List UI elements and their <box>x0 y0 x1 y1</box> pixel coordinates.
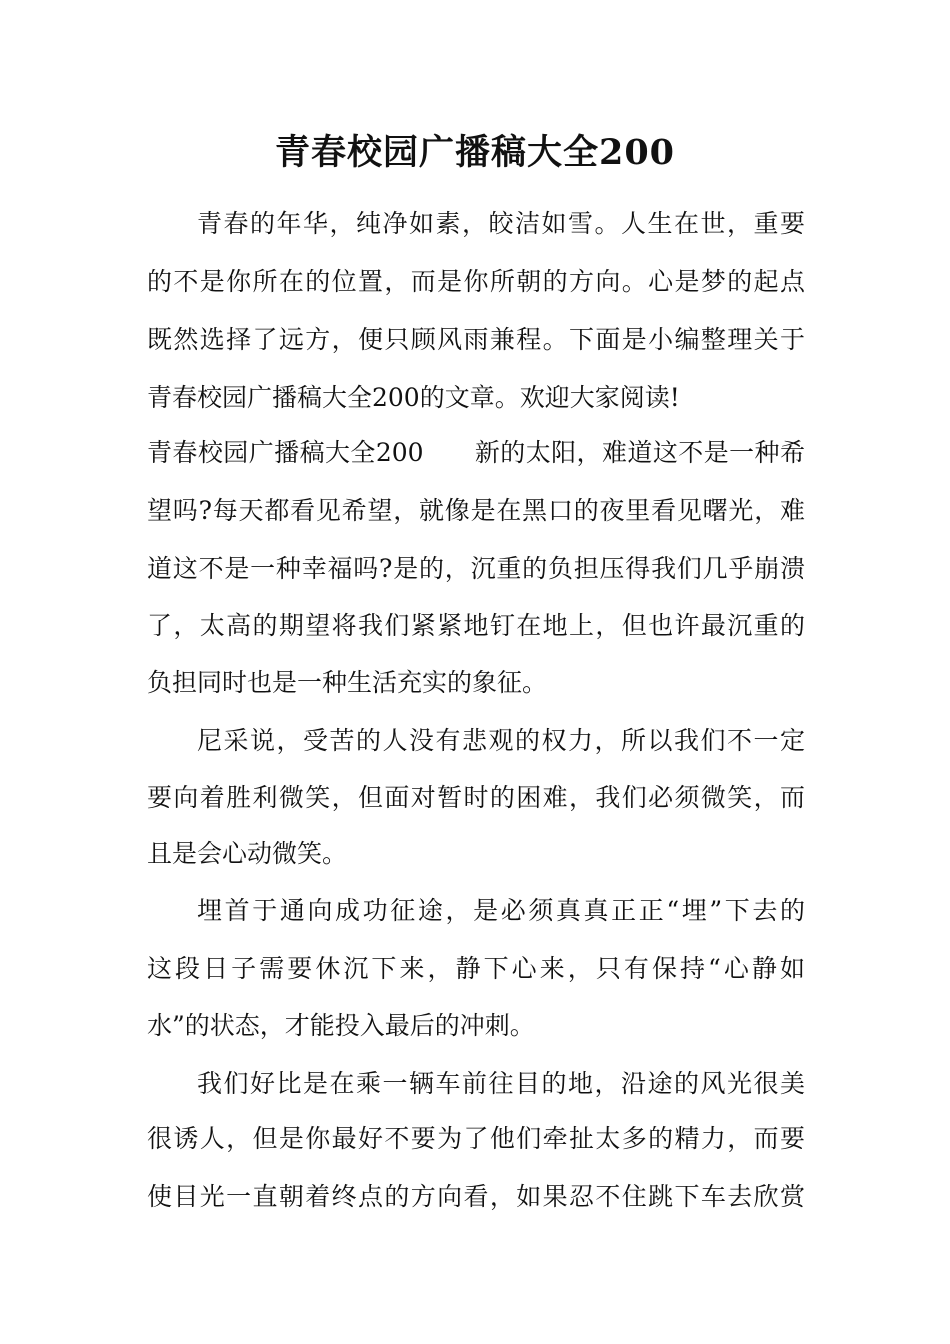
paragraph-line: 要向着胜利微笑，但面对暂时的困难，我们必须微笑，而 <box>147 783 805 812</box>
paragraph-line: 尼采说，受苦的人没有悲观的权力，所以我们不一定 <box>197 726 805 755</box>
paragraph-line: 了，太高的期望将我们紧紧地钉在地上，但也许最沉重的 <box>147 611 805 640</box>
document-title: 青春校园广播稿大全200 <box>274 132 676 173</box>
paragraph-line: 很诱人，但是你最好不要为了他们牵扯太多的精力，而要 <box>147 1124 805 1153</box>
paragraph-line: 青春校园广播稿大全200 新的太阳，难道这不是一种希 <box>147 438 805 467</box>
paragraph-line: 负担同时也是一种生活充实的象征。 <box>147 668 548 697</box>
paragraph-line: 我们好比是在乘一辆车前往目的地，沿途的风光很美 <box>197 1069 805 1098</box>
paragraph-line: 这段日子需要休沉下来，静下心来，只有保持“心静如 <box>147 954 805 983</box>
paragraph-line: 既然选择了远方，便只顾风雨兼程。下面是小编整理关于 <box>147 325 805 354</box>
paragraph-line: 使目光一直朝着终点的方向看，如果忍不住跳下车去欣赏 <box>147 1182 805 1211</box>
paragraph-line: 望吗?每天都看见希望，就像是在黑口的夜里看见曙光，难 <box>147 496 805 525</box>
paragraph-line: 埋首于通向成功征途，是必须真真正正“埋”下去的 <box>197 896 805 925</box>
paragraph-line: 的不是你所在的位置，而是你所朝的方向。心是梦的起点 <box>147 267 805 296</box>
paragraph-line: 水”的状态，才能投入最后的冲刺。 <box>147 1011 535 1040</box>
paragraph-line: 且是会心动微笑。 <box>147 839 348 868</box>
paragraph-line: 青春的年华，纯净如素，皎洁如雪。人生在世，重要 <box>197 209 805 238</box>
paragraph-line: 道这不是一种幸福吗?是的，沉重的负担压得我们几乎崩溃 <box>147 554 805 583</box>
paragraph-line: 青春校园广播稿大全200的文章。欢迎大家阅读! <box>147 383 680 412</box>
